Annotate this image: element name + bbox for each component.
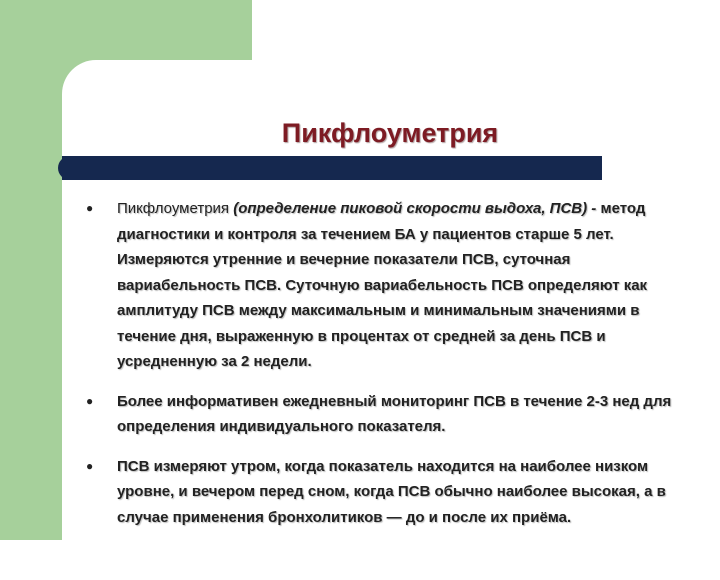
title-underline-bar xyxy=(62,156,602,180)
bullet-dot-icon: ● xyxy=(86,458,94,473)
bullet-dot-icon: ● xyxy=(86,201,94,215)
item-italic-text: (определение пиковой скорости выдоха, ПСВ) - xyxy=(233,200,597,217)
item-body-text: метод диагностики и контроля за течением БА у пациентов старше 5 лет. Измеряются утренние и вечерние показатели ПСВ, суточная вариабельность ПСВ. Суточную вариабельность ПСВ определяют как амплитуду ПСВ между максимальным и минимальным значениями в течение дня, выраженную в процентах от средней за день ПСВ и усредненную за 2 недели. xyxy=(117,200,648,370)
title-bar-cap xyxy=(58,156,88,180)
item-body-text: ПСВ измеряют утром, когда показатель находится на наиболее низком уровне, и вечером перед сном, когда ПСВ обычно наиболее высокая, а в случае применения бронхолитиков — до и после их приёма. xyxy=(117,457,666,526)
slide-title: Пикфлоуметрия xyxy=(281,118,499,148)
list-item xyxy=(84,196,684,375)
bullet-dot-icon: ● xyxy=(86,393,94,408)
item-lead-text: Пикфлоуметрия xyxy=(117,200,234,217)
list-item xyxy=(84,454,684,531)
list-item xyxy=(84,389,684,440)
item-body-text: Более информативен ежедневный мониторинг ПСВ в течение 2-3 нед для определения индивидуального показателя. xyxy=(117,392,672,435)
bullet-list xyxy=(84,196,684,544)
